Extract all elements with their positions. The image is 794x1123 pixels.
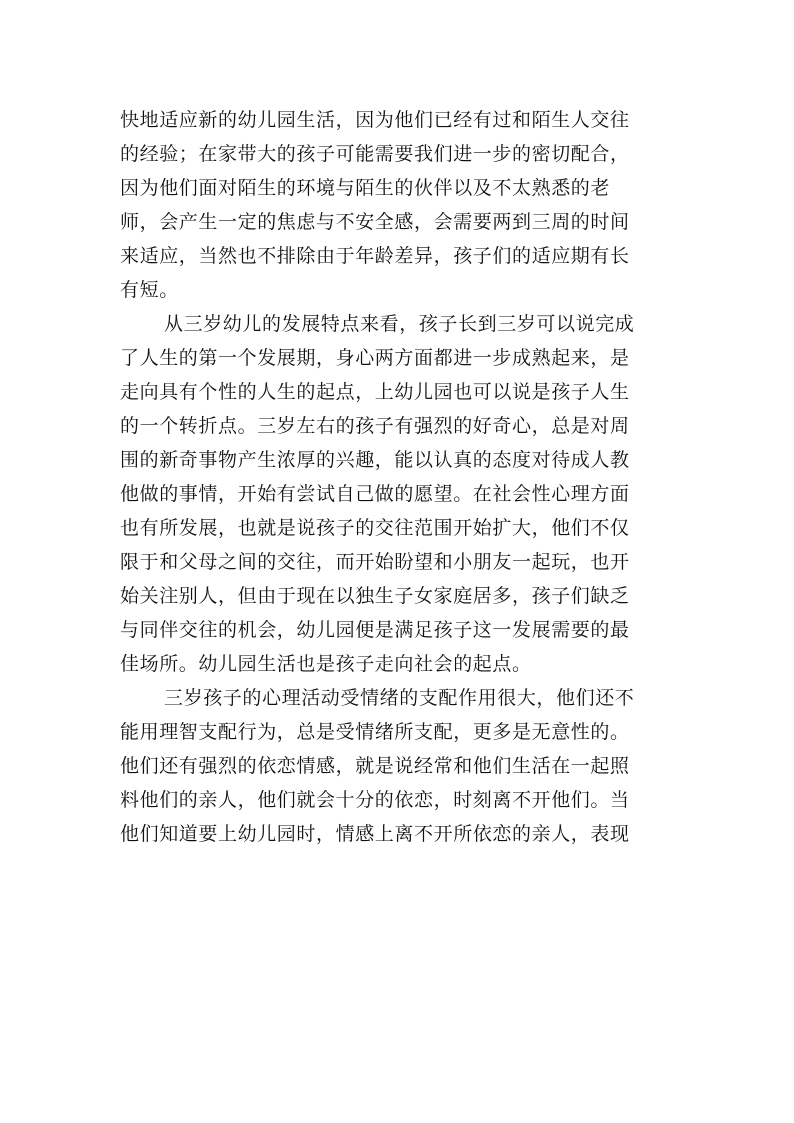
text-line: 他们还有强烈的依恋情感，就是说经常和他们生活在一起照 [120,755,630,777]
text-line: 与同伴交往的机会，幼儿园便是满足孩子这一发展需要的最 [120,619,630,641]
text-line: 来适应，当然也不排除由于年龄差异，孩子们的适应期有长 [120,245,630,267]
text-line: 他们知道要上幼儿园时，情感上离不开所依恋的亲人，表现 [120,823,630,845]
text-line: 围的新奇事物产生浓厚的兴趣，能以认真的态度对待成人教 [120,449,630,471]
text-line: 有短。 [120,279,179,301]
text-line: 他做的事情，开始有尝试自己做的愿望。在社会性心理方面 [120,483,630,505]
text-line: 快地适应新的幼儿园生活，因为他们已经有过和陌生人交往 [120,109,630,131]
text-line: 也有所发展，也就是说孩子的交往范围开始扩大，他们不仅 [120,517,630,539]
text-line: 佳场所。幼儿园生活也是孩子走向社会的起点。 [120,653,532,675]
text-line: 走向具有个性的人生的起点，上幼儿园也可以说是孩子人生 [120,381,630,403]
body-text [120,103,690,851]
text-line: 能用理智支配行为，总是受情绪所支配，更多是无意性的。 [120,721,630,743]
text-line: 限于和父母之间的交往，而开始盼望和小朋友一起玩，也开 [120,551,630,573]
text-line: 师，会产生一定的焦虑与不安全感，会需要两到三周的时间 [120,211,630,233]
paragraph-start-line: 从三岁幼儿的发展特点来看，孩子长到三岁可以说完成 [164,313,635,335]
text-line: 料他们的亲人，他们就会十分的依恋，时刻离不开他们。当 [120,789,630,811]
text-line: 因为他们面对陌生的环境与陌生的伙伴以及不太熟悉的老 [120,177,611,199]
text-line: 的经验；在家带大的孩子可能需要我们进一步的密切配合， [120,143,630,165]
paragraph-start-line: 三岁孩子的心理活动受情绪的支配作用很大，他们还不 [164,687,635,709]
text-line: 了人生的第一个发展期，身心两方面都进一步成熟起来，是 [120,347,630,369]
text-line: 始关注别人，但由于现在以独生子女家庭居多，孩子们缺乏 [120,585,630,607]
text-line: 的一个转折点。三岁左右的孩子有强烈的好奇心，总是对周 [120,415,630,437]
